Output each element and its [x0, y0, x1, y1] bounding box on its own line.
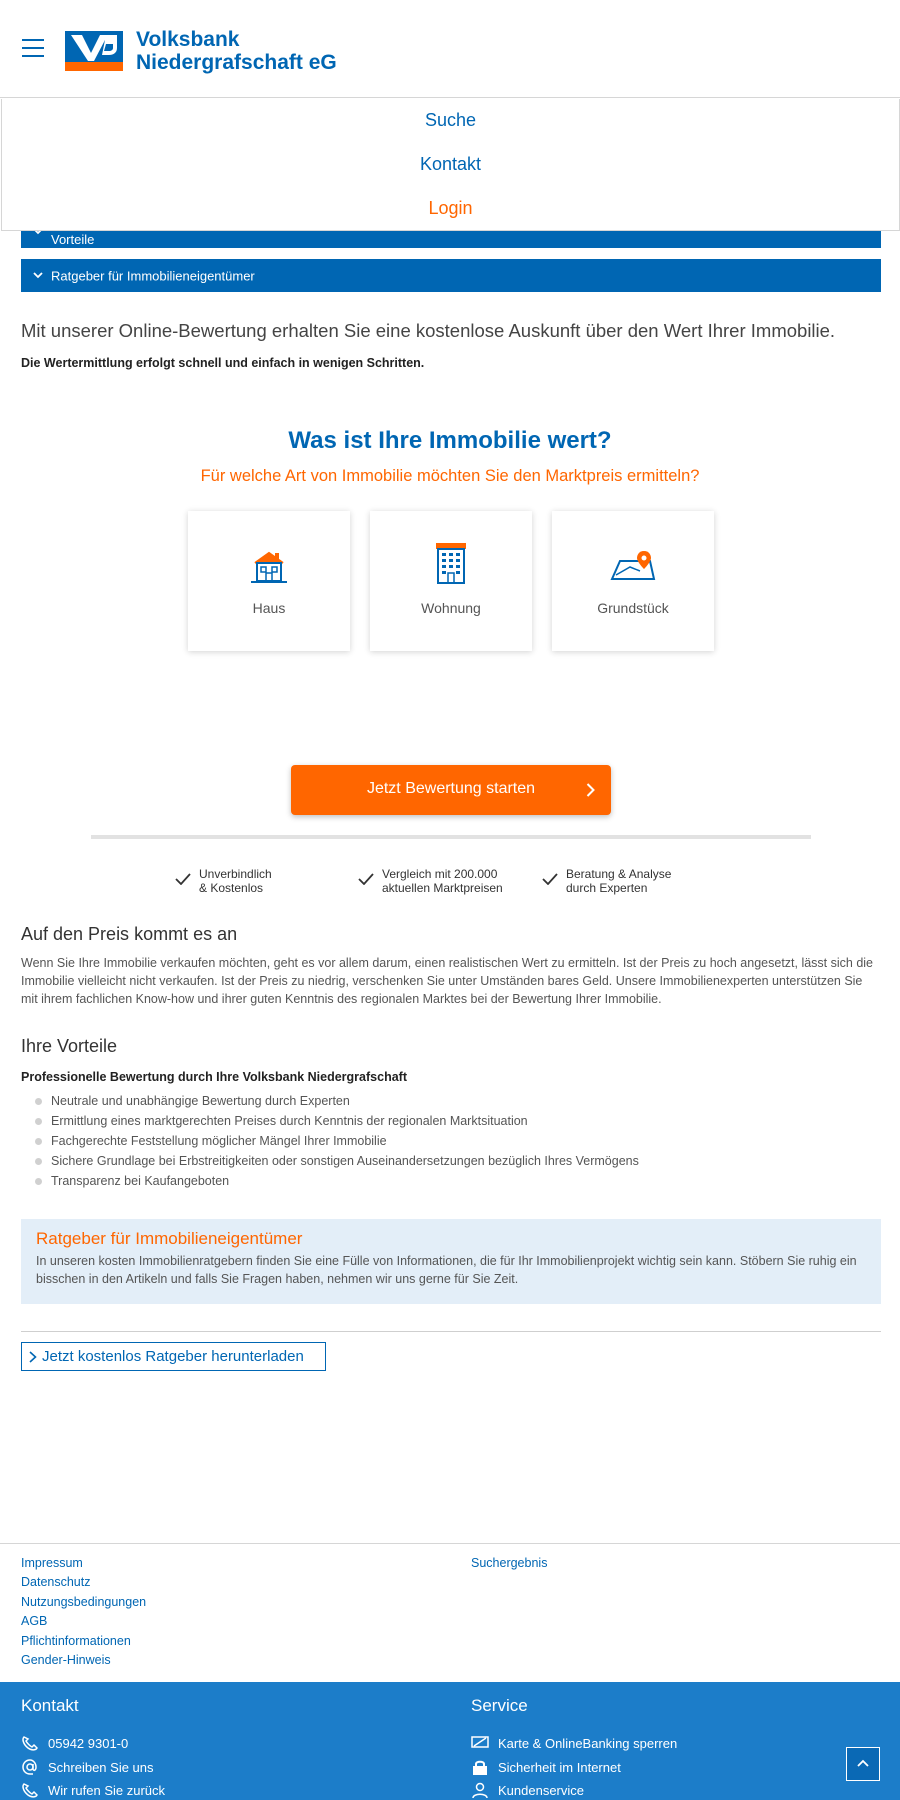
list-item-text: Neutrale und unabhängige Bewertung durch Experten: [51, 1094, 350, 1108]
house-icon: [249, 549, 289, 585]
footer-divider: [0, 1543, 900, 1544]
option-label: Haus: [252, 600, 286, 616]
menu-contact[interactable]: Kontakt: [419, 154, 482, 174]
menu-login[interactable]: Login: [428, 198, 473, 218]
plot-map-icon: [610, 549, 656, 583]
contact-callback: Wir rufen Sie zurück: [48, 1783, 166, 1798]
feature-line-2: durch Experten: [566, 881, 648, 895]
guide-text: In unseren kosten Immobilienratgebern finden Sie eine Fülle von Informationen, die für Ihr Immobilienprojekt wichtig sein kann. Stöbern Sie ruhig ein bisschen in den Artikeln und falls Sie Fragen haben, nehmen wir uns gerne für Sie Zeit.: [36, 1254, 857, 1286]
footer-link-impressum[interactable]: Impressum: [21, 1556, 83, 1570]
contact-title: Kontakt: [21, 1696, 79, 1715]
site-header: [0, 0, 900, 98]
valuation-progress-bar: [91, 835, 811, 839]
guide-title: Ratgeber für Immobilieneigentümer: [36, 1229, 303, 1248]
list-item: [21, 1151, 639, 1171]
bullet-icon: [35, 1158, 42, 1165]
feature-line-1: Vergleich mit 200.000: [382, 867, 498, 881]
chevron-up-icon: [857, 1759, 869, 1767]
list-item: [21, 1171, 639, 1191]
feature-line-1: Unverbindlich: [199, 867, 272, 881]
option-wohnung[interactable]: [370, 511, 532, 651]
option-haus[interactable]: [188, 511, 350, 651]
accordion-label: Ratgeber für Immobilieneigentümer: [51, 268, 255, 283]
chevron-right-icon: [586, 783, 595, 797]
brand-logo[interactable]: [65, 28, 337, 74]
card-block-icon: [471, 1735, 489, 1749]
contact-write: Schreiben Sie uns: [48, 1760, 154, 1775]
footer-link-agb[interactable]: AGB: [21, 1614, 48, 1628]
footer-link-nutzungsbedingungen[interactable]: Nutzungsbedingungen: [21, 1595, 147, 1609]
list-item-text: Sichere Grundlage bei Erbstreitigkeiten oder sonstigen Auseinandersetzungen bezüglich Ihres Vermögens: [51, 1154, 639, 1168]
menu-search[interactable]: Suche: [424, 110, 477, 130]
option-grundstueck[interactable]: [552, 511, 714, 651]
bullet-icon: [35, 1178, 42, 1185]
start-valuation-button[interactable]: [291, 765, 611, 815]
download-guide-button[interactable]: [21, 1342, 326, 1371]
feature-line-1: Beratung & Analyse: [566, 867, 672, 881]
valuation-subtitle: Für welche Art von Immobilie möchten Sie den Marktpreis ermitteln?: [200, 467, 700, 485]
contact-phone: 05942 9301-0: [48, 1736, 129, 1751]
at-sign-icon: [21, 1759, 39, 1775]
intro-lead: Mit unserer Online-Bewertung erhalten Sie eine kostenlose Auskunft über den Wert Ihrer Immobilie.: [21, 320, 836, 341]
option-label: Wohnung: [421, 600, 481, 616]
intro-sub: Die Wertermittlung erfolgt schnell und einfach in wenigen Schritten.: [21, 356, 425, 370]
back-to-top-button[interactable]: [846, 1747, 880, 1781]
service-block-card: Karte & OnlineBanking sperren: [498, 1736, 678, 1751]
footer-link-gender-hinweis[interactable]: Gender-Hinweis: [21, 1653, 111, 1667]
lock-icon: [471, 1759, 489, 1775]
chevron-right-icon: [29, 1351, 37, 1363]
phone-icon: [21, 1735, 39, 1751]
accordion-ratgeber[interactable]: [21, 259, 881, 292]
option-label: Grundstück: [597, 600, 669, 616]
divider: [21, 1331, 881, 1332]
list-item: [21, 1111, 639, 1131]
bullet-icon: [35, 1118, 42, 1125]
cta-label: Jetzt Bewertung starten: [366, 780, 536, 797]
advantages-title: Ihre Vorteile: [21, 1036, 118, 1056]
list-item: [21, 1131, 639, 1151]
checkmark-icon: [358, 873, 374, 885]
service-title: Service: [471, 1696, 528, 1715]
price-section-title: Auf den Preis kommt es an: [21, 924, 238, 944]
brand-name: [136, 28, 337, 74]
list-item-text: Transparenz bei Kaufangeboten: [51, 1174, 230, 1188]
list-item-text: Ermittlung eines marktgerechten Preises durch Kenntnis der regionalen Marktsituation: [51, 1114, 528, 1128]
footer-link-pflichtinformationen[interactable]: Pflichtinformationen: [21, 1634, 131, 1648]
bullet-icon: [35, 1098, 42, 1105]
feature-line-2: & Kostenlos: [199, 881, 264, 895]
checkmark-icon: [542, 873, 558, 885]
advantages-list: [21, 1091, 639, 1191]
brand-line-1: Volksbank: [136, 28, 240, 51]
checkmark-icon: [175, 873, 191, 885]
feature-line-2: aktuellen Marktpreisen: [382, 881, 503, 895]
footer-contact-service: [0, 1682, 900, 1800]
accordion-label: Vorteile: [51, 232, 95, 247]
person-icon: [471, 1782, 489, 1798]
nav-dropdown: [1, 99, 900, 231]
bullet-icon: [35, 1138, 42, 1145]
apartment-building-icon: [432, 541, 470, 585]
advantages-subtitle: Professionelle Bewertung durch Ihre Volksbank Niedergrafschaft: [21, 1070, 407, 1084]
download-label: Jetzt kostenlos Ratgeber herunterladen: [42, 1348, 304, 1365]
footer-link-datenschutz[interactable]: Datenschutz: [21, 1575, 91, 1589]
guide-infobox: [21, 1219, 881, 1304]
brand-line-2: Niedergrafschaft eG: [136, 51, 337, 74]
list-item: [21, 1091, 639, 1111]
volksbank-logo-icon: [65, 31, 123, 71]
service-customer: Kundenservice: [498, 1783, 584, 1798]
menu-burger-icon[interactable]: [22, 39, 44, 57]
footer-link-suchergebnis[interactable]: Suchergebnis: [471, 1556, 548, 1570]
price-section-text: Wenn Sie Ihre Immobilie verkaufen möchten, geht es vor allem darum, einen realistischen Wert zu ermitteln. Ist der Preis zu hoch angesetzt, lässt sich die Immobilie vielleicht nicht verkaufen. Ist der Preis zu niedrig, verschenken Sie unter Umständen bares Geld. Unsere Immobilienexperten unterstützen Sie mit ihrem fachlichen Know-how und ihrer guten Kenntnis des regionalen Marktes bei der Bewertung Ihrer Immobilie.: [21, 956, 874, 1006]
chevron-down-icon: [33, 270, 43, 280]
callback-icon: [21, 1782, 39, 1798]
list-item-text: Fachgerechte Feststellung möglicher Mängel Ihrer Immobilie: [51, 1134, 387, 1148]
valuation-title: Was ist Ihre Immobilie wert?: [288, 427, 612, 454]
service-security: Sicherheit im Internet: [498, 1760, 621, 1775]
